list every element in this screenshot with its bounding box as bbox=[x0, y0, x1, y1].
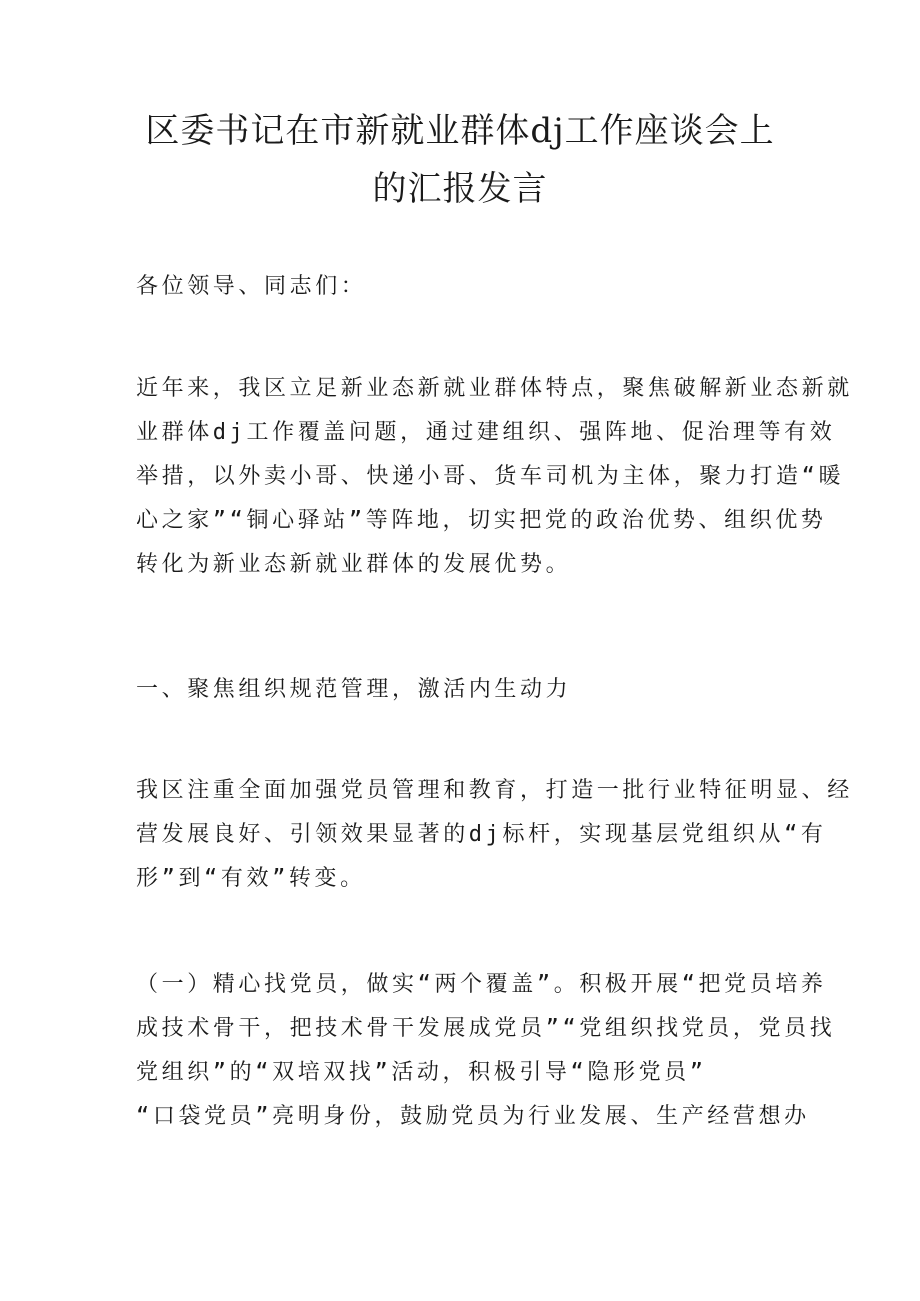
intro-paragraph bbox=[136, 367, 853, 587]
greeting-text: 各位领导、同志们： bbox=[136, 274, 367, 299]
subsection-paragraph bbox=[136, 963, 836, 1139]
section-heading-text: 一、聚焦组织规范管理，激活内生动力 bbox=[136, 677, 572, 702]
document-title bbox=[100, 102, 820, 218]
subsection-line: 成技术骨干，把技术骨干发展成党员”“党组织找党员，党员找 bbox=[136, 1016, 836, 1041]
subsection-line: “口袋党员”亮明身份，鼓励党员为行业发展、生产经营想办 bbox=[136, 1104, 810, 1129]
intro-line: 业群体dj工作覆盖问题，通过建组织、强阵地、促治理等有效 bbox=[136, 420, 836, 445]
intro-line: 近年来，我区立足新业态新就业群体特点，聚焦破解新业态新就 bbox=[136, 376, 853, 401]
section-body-line: 营发展良好、引领效果显著的dj标杆，实现基层党组织从“有 bbox=[136, 822, 827, 847]
greeting-paragraph bbox=[136, 265, 786, 309]
intro-line: 举措，以外卖小哥、快递小哥、货车司机为主体，聚力打造“暖 bbox=[136, 464, 845, 489]
intro-line: 转化为新业态新就业群体的发展优势。 bbox=[136, 552, 572, 577]
intro-line: 心之家”“铜心驿站”等阵地，切实把党的政治优势、组织优势 bbox=[136, 508, 827, 533]
subsection-line: （一）精心找党员，做实“两个覆盖”。积极开展“把党员培养 bbox=[136, 972, 827, 997]
title-line-2: 的汇报发言 bbox=[372, 169, 548, 209]
title-line-1: 区委书记在市新就业群体dj工作座谈会上 bbox=[145, 111, 775, 151]
section-heading bbox=[136, 668, 786, 712]
section-body-paragraph bbox=[136, 769, 853, 901]
subsection-line: 党组织”的“双培双找”活动，积极引导“隐形党员” bbox=[136, 1060, 707, 1085]
section-body-line: 我区注重全面加强党员管理和教育，打造一批行业特征明显、经 bbox=[136, 778, 853, 803]
section-body-line: 形”到“有效”转变。 bbox=[136, 866, 366, 891]
